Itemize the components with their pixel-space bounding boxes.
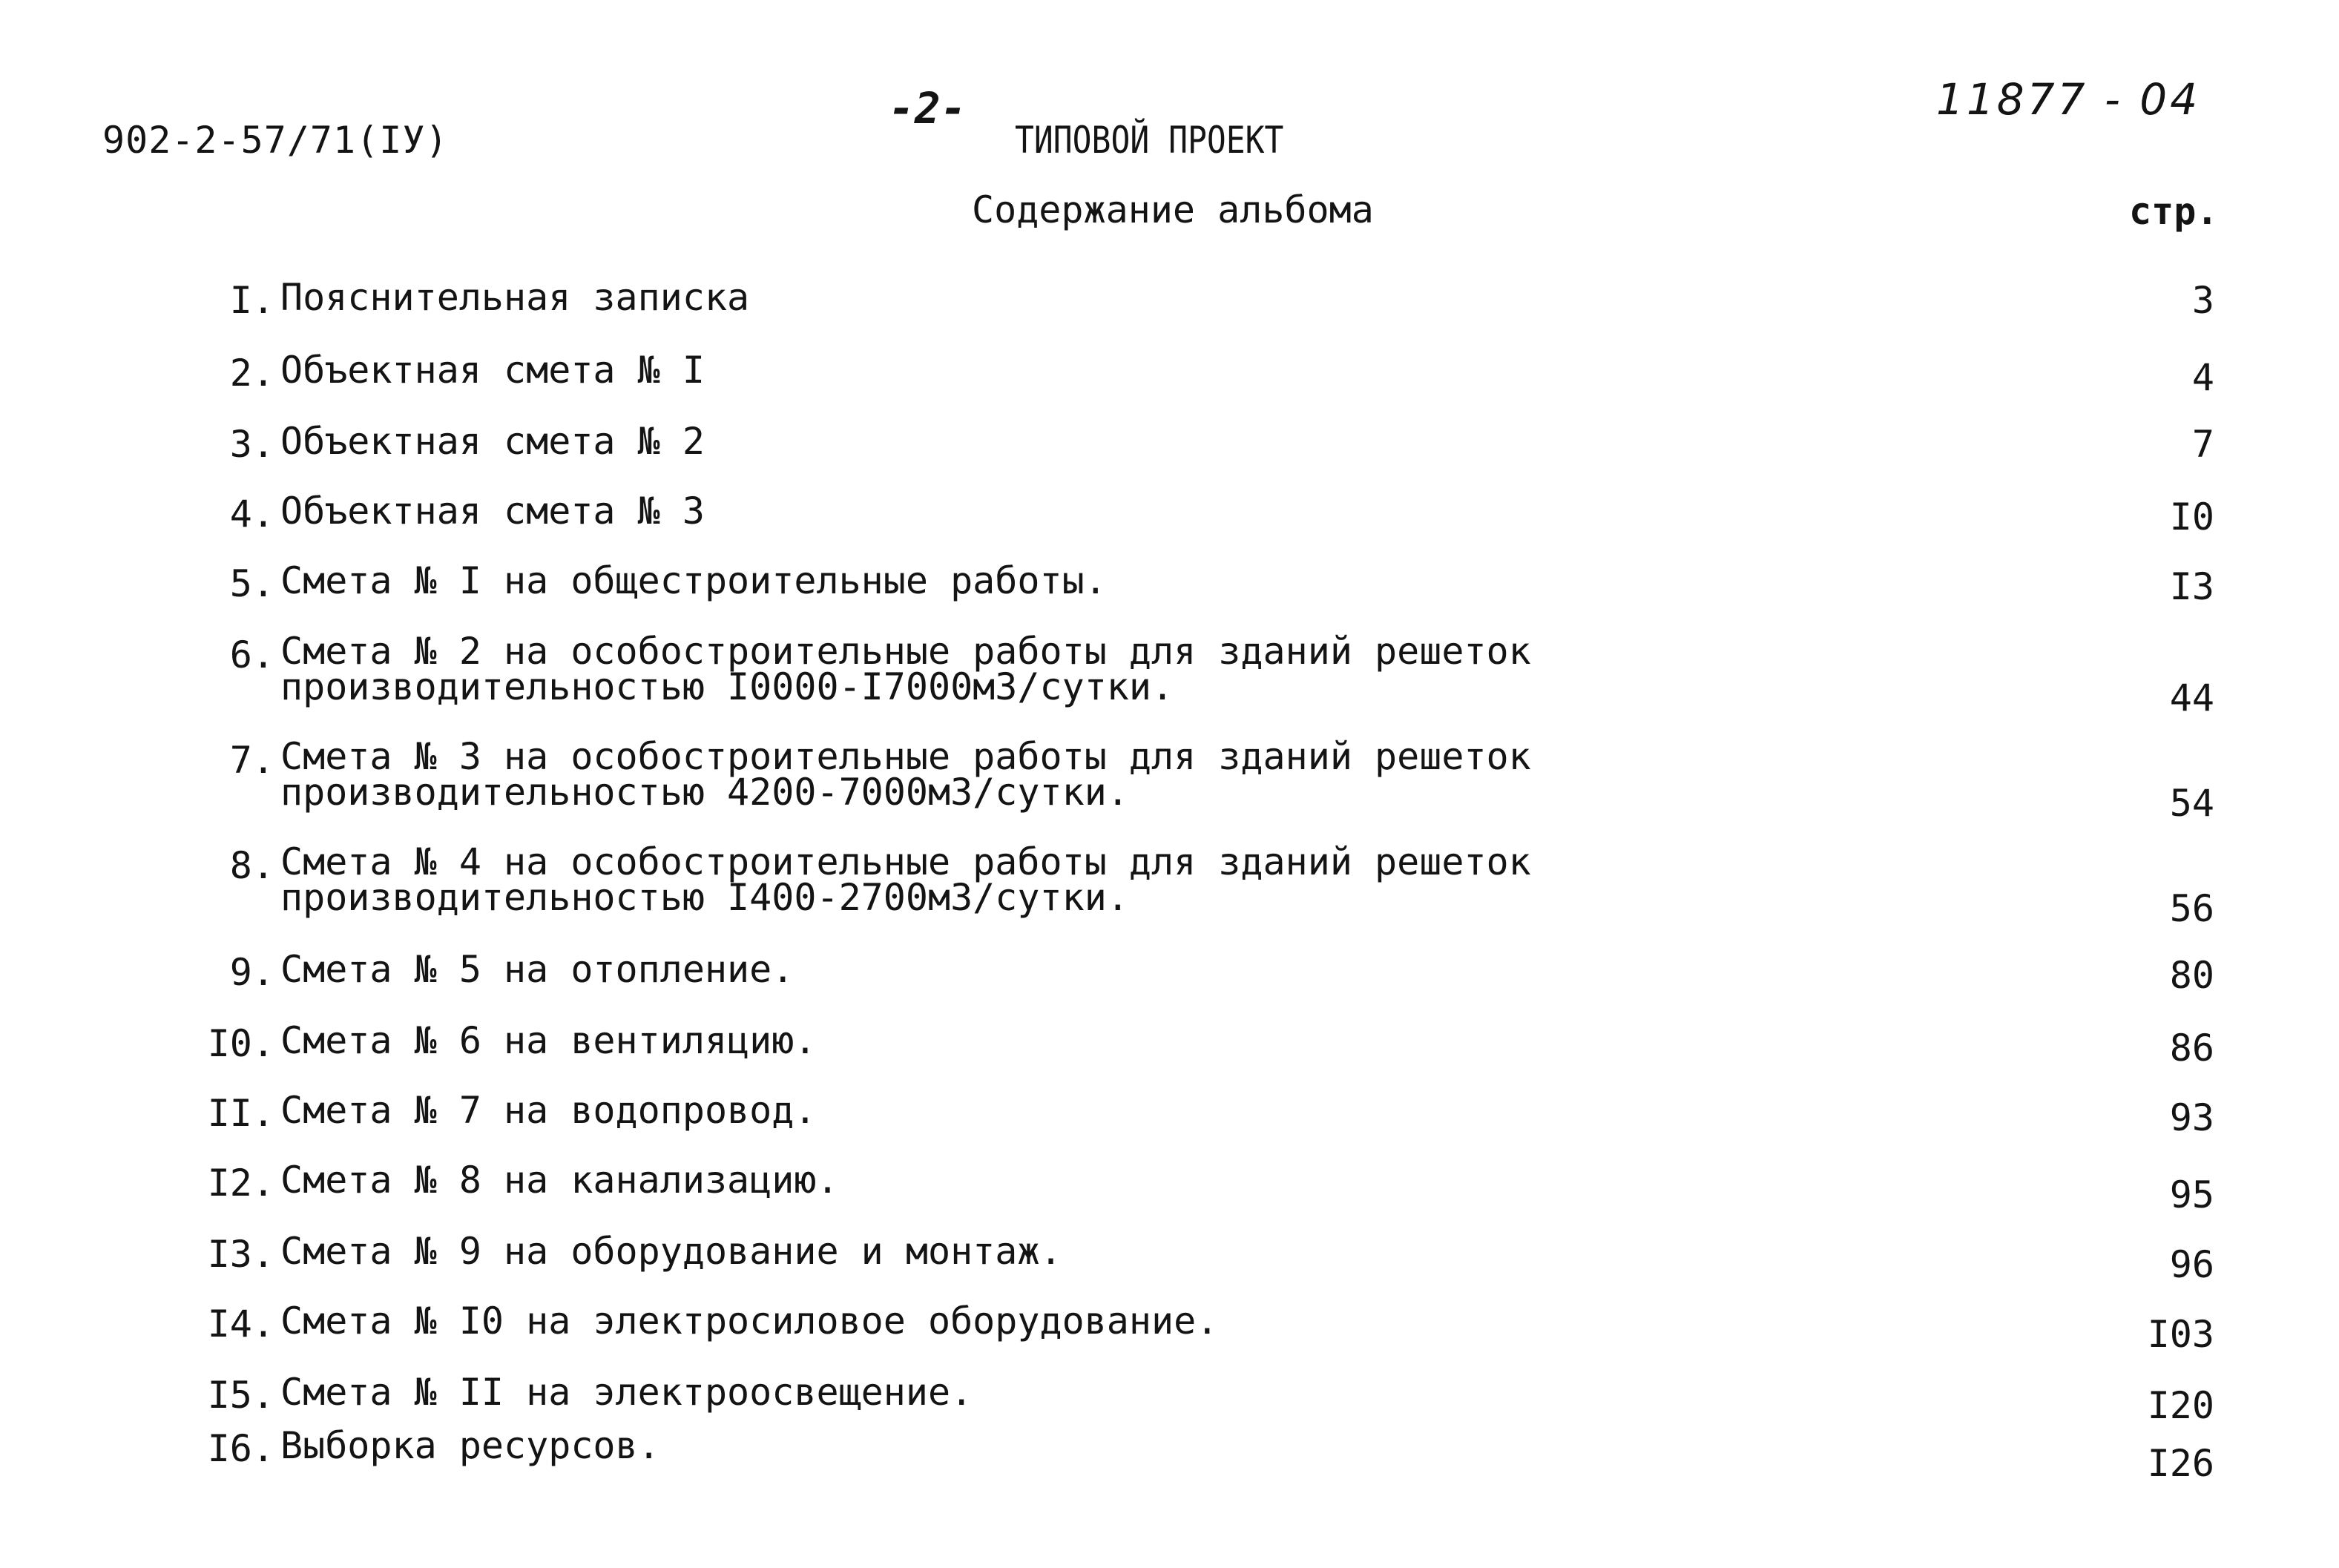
toc-item-number: I6. xyxy=(207,1427,274,1470)
toc-item-title: Смета № 4 на особостроительные работы для зданий решеток производительностью I400-2700м3/сутки. xyxy=(280,840,1531,919)
toc-item-number: I. xyxy=(229,279,274,322)
toc-item-number: I0. xyxy=(207,1022,274,1065)
toc-item-page: 56 xyxy=(2169,887,2214,930)
toc-item-page: I20 xyxy=(2147,1384,2214,1427)
toc-item-number: I3. xyxy=(207,1233,274,1276)
toc-item-number: 2. xyxy=(229,352,274,395)
document-code: 902-2-57/71(IУ) xyxy=(102,119,449,162)
toc-item-title: Смета № I на общестроительные работы. xyxy=(280,559,1107,602)
toc-item-number: 7. xyxy=(229,739,274,782)
toc-item-page: I3 xyxy=(2169,565,2214,608)
archive-number: 11877 - 04 xyxy=(1936,74,2201,125)
toc-item-title: Смета № 3 на особостроительные работы для зданий решеток производительностью 4200-7000м3/сутки. xyxy=(280,735,1531,814)
toc-item-title: Объектная смета № 3 xyxy=(280,490,705,533)
toc-item-title: Смета № 9 на оборудование и монтаж. xyxy=(280,1230,1062,1273)
toc-item-number: 4. xyxy=(229,493,274,536)
toc-item-page: I0 xyxy=(2169,495,2214,538)
toc-item-number: I4. xyxy=(207,1302,274,1345)
toc-item-title: Смета № I0 на электросиловое оборудование. xyxy=(280,1299,1219,1343)
toc-item-page: 7 xyxy=(2191,423,2214,466)
toc-item-title: Смета № 5 на отопление. xyxy=(280,948,795,991)
toc-item-title: Смета № 2 на особостроительные работы для зданий решеток производительностью I0000-I7000м3/сутки. xyxy=(280,630,1531,708)
toc-item-title: Объектная смета № I xyxy=(280,349,705,392)
toc-item-title: Пояснительная записка xyxy=(280,276,750,319)
toc-item-page: 80 xyxy=(2169,954,2214,997)
toc-item-number: I5. xyxy=(207,1374,274,1417)
toc-item-title: Смета № 6 на вентиляцию. xyxy=(280,1019,817,1062)
toc-item-page: 4 xyxy=(2191,356,2214,399)
toc-item-page: 96 xyxy=(2169,1243,2214,1286)
toc-item-title: Выборка ресурсов. xyxy=(280,1424,660,1467)
toc-item-number: 6. xyxy=(229,633,274,676)
toc-item-number: 3. xyxy=(229,423,274,466)
toc-item-page: 3 xyxy=(2191,279,2214,322)
toc-item-page: I26 xyxy=(2147,1442,2214,1485)
toc-item-number: 5. xyxy=(229,562,274,605)
toc-item-number: I2. xyxy=(207,1162,274,1205)
toc-item-page: 44 xyxy=(2169,676,2214,719)
toc-item-page: I03 xyxy=(2147,1313,2214,1356)
toc-item-page: 95 xyxy=(2169,1173,2214,1216)
toc-item-number: II. xyxy=(207,1092,274,1135)
toc-item-title: Смета № 7 на водопровод. xyxy=(280,1089,817,1132)
toc-item-title: Объектная смета № 2 xyxy=(280,420,705,463)
page-number: -2- xyxy=(889,83,967,134)
toc-item-page: 54 xyxy=(2169,782,2214,825)
album-contents-title: Содержание альбома xyxy=(972,188,1374,231)
toc-item-number: 8. xyxy=(229,844,274,887)
pages-column-header: стр. xyxy=(2129,190,2219,233)
project-title: ТИПОВОЙ ПРОЕКТ xyxy=(1015,119,1284,162)
toc-item-title: Смета № 8 на канализацию. xyxy=(280,1159,839,1202)
toc-item-title: Смета № II на электроосвещение. xyxy=(280,1371,973,1414)
toc-item-page: 93 xyxy=(2169,1096,2214,1139)
toc-item-number: 9. xyxy=(229,951,274,994)
toc-item-page: 86 xyxy=(2169,1027,2214,1070)
